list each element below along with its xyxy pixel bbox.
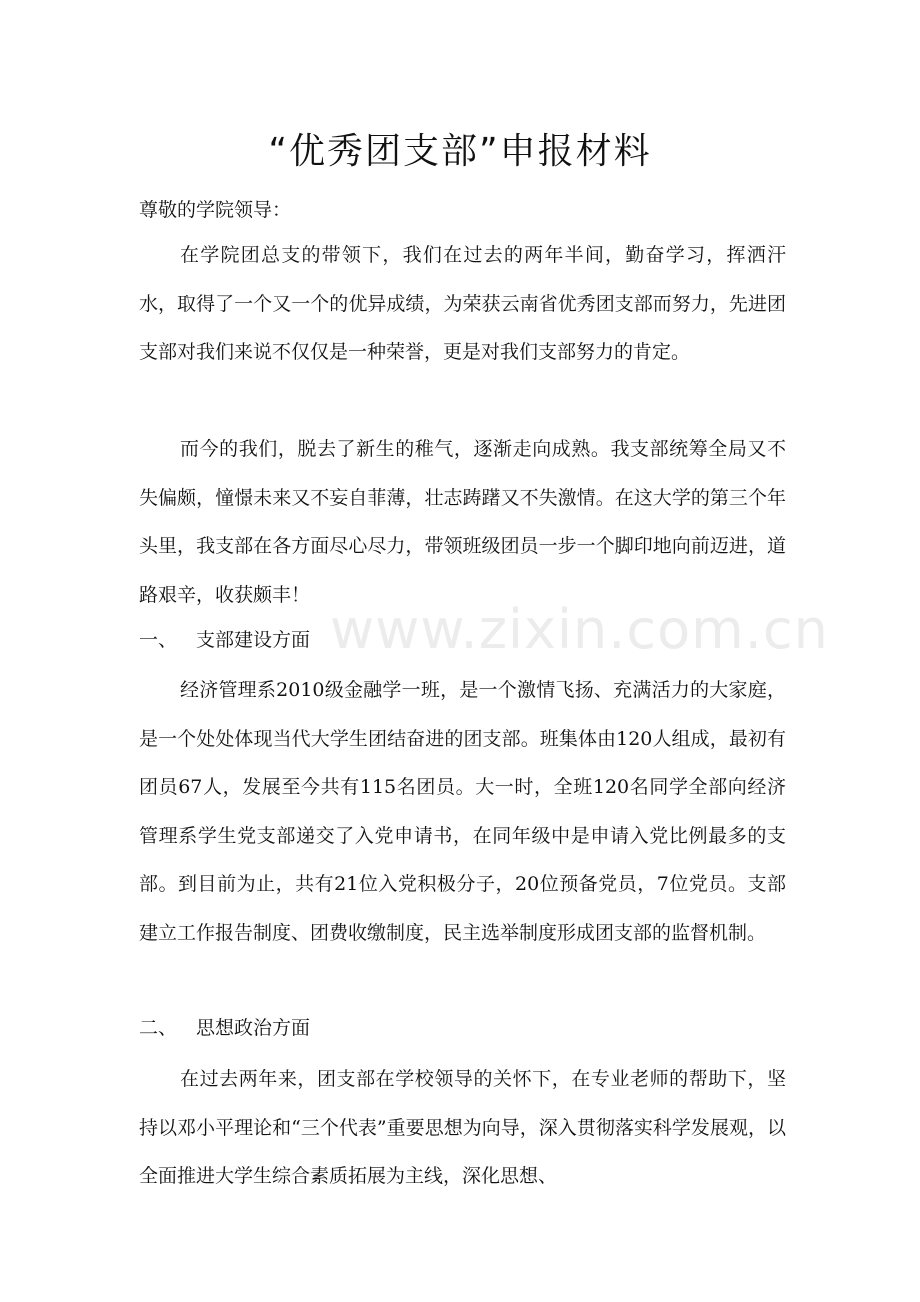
section-number-1: 一、 <box>139 629 178 651</box>
section-title-1: 支部建设方面 <box>196 629 311 651</box>
watermark: www.zixin.com.cn <box>330 598 829 661</box>
section-heading-2 <box>139 1010 310 1046</box>
section-paragraph-1: 经济管理系2010级金融学一班，是一个激情飞扬、充满活力的大家庭，是一个处处体现当代大学生团结奋进的团支部。班集体由120人组成，最初有团员67人，发展至今共有115名团员。大一时，全班120名同学全部向经济管理系学生党支部递交了入党申请书，在同年级中是申请入党比例最多的支部。到目前为止，共有21位入党积极分子，20位预备党员，7位党员。支部建立工作报告制度、团费收缴制度，民主选举制度形成团支部的监督机制。 <box>139 679 786 944</box>
section-number-2: 二、 <box>139 1017 178 1039</box>
section-paragraph-2: 在过去两年来，团支部在学校领导的关怀下，在专业老师的帮助下，坚持以邓小平理论和“三个代表”重要思想为向导，深入贯彻落实科学发展观，以全面推进大学生综合素质拓展为主线，深化思想、 <box>139 1068 786 1187</box>
document-title: “优秀团支部”申报材料 <box>268 131 652 172</box>
intro-paragraph-1: 在学院团总支的带领下，我们在过去的两年半间，勤奋学习，挥洒汗水，取得了一个又一个的优异成绩，为荣获云南省优秀团支部而努力，先进团支部对我们来说不仅仅是一种荣誉，更是对我们支部努力的肯定。 <box>139 244 786 363</box>
salutation: 尊敬的学院领导： <box>139 199 292 221</box>
intro-paragraph-2: 而今的我们，脱去了新生的稚气，逐渐走向成熟。我支部统筹全局又不失偏颇，憧憬未来又不妄自菲薄，壮志踌躇又不失激情。在这大学的第三个年头里，我支部在各方面尽心尽力，带领班级团员一步一个脚印地向前迈进，道路艰辛，收获颇丰！ <box>139 438 786 606</box>
section-heading-1 <box>139 622 310 658</box>
section-title-2: 思想政治方面 <box>196 1017 311 1039</box>
